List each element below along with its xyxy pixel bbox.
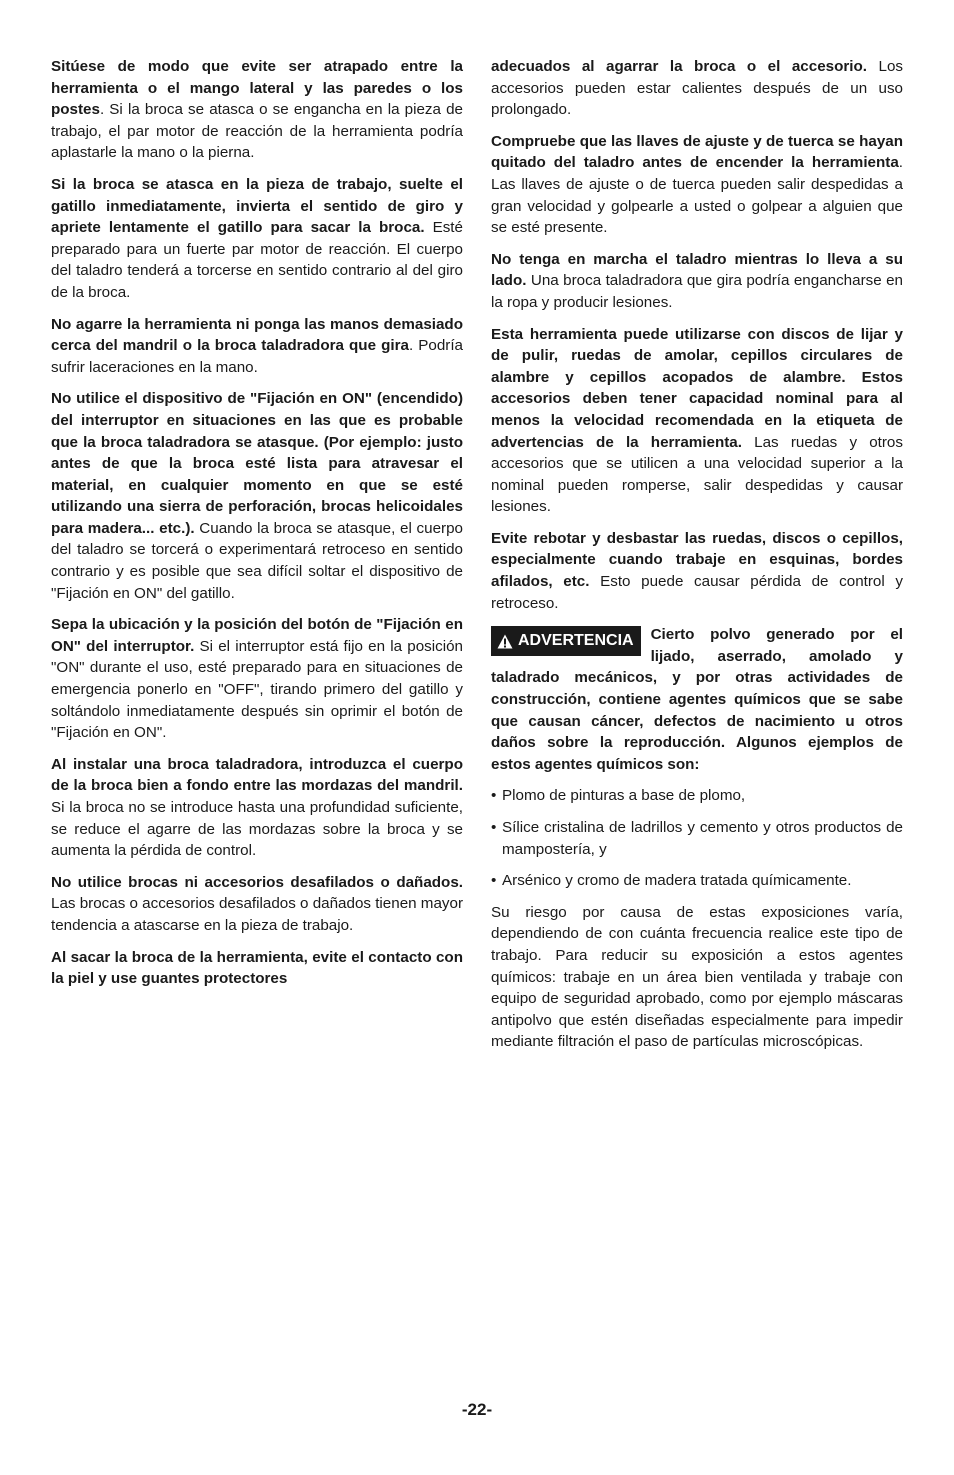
bullet-dot: •	[491, 872, 497, 890]
paragraph-text: Esto puede causar pérdida de control y retroceso.	[491, 573, 903, 612]
paragraph-lead: Compruebe que las llaves de ajuste y de tuerca se hayan quitado del taladro antes de encender la herramienta	[491, 132, 903, 172]
paragraph-text: Cuando la broca se atasque, el cuerpo del taladro se torcerá o experimentará retroceso en sentido contrario y es posible que sea difícil soltar el dispositivo de "Fijación en ON" del gatillo.	[51, 519, 463, 602]
paragraph-text: Esté preparado para un fuerte par motor de reacción. El cuerpo del taladro tenderá a torcerse en sentido contrario al del giro de la broca.	[51, 219, 463, 301]
paragraph-lead: No utilice el dispositivo de "Fijación en ON" (encendido) del interruptor en situaciones en las que es probable que la broca taladradora se atasque. (Por ejemplo: justo antes de que la broca esté lista para atravesar el material, en cualquier momento en que se esté utilizando una sierra de perforación, brocas helicoidales para madera... etc.).	[51, 390, 463, 537]
list-item	[491, 870, 903, 892]
safety-paragraph	[491, 324, 903, 518]
paragraph-lead: adecuados al agarrar la broca o el accesorio.	[491, 58, 867, 75]
list-item-text: Plomo de pinturas a base de plomo,	[502, 787, 746, 805]
safety-paragraph	[51, 947, 463, 990]
paragraph-lead: Evite rebotar y desbastar las ruedas, discos o cepillos, especialmente cuando trabaje en esquinas, bordes afilados, etc.	[491, 529, 903, 591]
warning-triangle-icon	[497, 634, 513, 649]
paragraph-lead: No utilice brocas ni accesorios desafilados o dañados.	[51, 873, 463, 891]
advertencia-badge	[491, 626, 641, 656]
list-item-text: Sílice cristalina de ladrillos y cemento y otros productos de mampostería, y	[502, 819, 903, 858]
bullet-dot: •	[491, 787, 497, 805]
left-column	[51, 56, 463, 1000]
list-item	[491, 817, 903, 860]
paragraph-text: . Podría sufrir laceraciones en la mano.	[51, 337, 464, 376]
safety-paragraph	[491, 528, 903, 614]
safety-paragraph	[491, 249, 903, 314]
paragraph-text: Los accesorios pueden estar calientes después de un uso prolongado.	[491, 58, 903, 119]
bullet-dot: •	[491, 819, 497, 836]
paragraph-lead: Sepa la ubicación y la posición del botón de "Fijación en ON" del interruptor.	[51, 616, 463, 655]
safety-paragraph	[51, 314, 463, 379]
page-number: -22-	[461, 1400, 493, 1419]
safety-paragraph	[491, 131, 903, 239]
paragraph-text: Si el interruptor está fijo en la posición "ON" durante el uso, esté preparado para en situaciones de emergencia ponerlo en "OFF", tirando primero del gatillo y soltándolo inmediatamente después sin oprimir el botón de "Fijación en ON".	[51, 637, 463, 742]
paragraph-text: Las ruedas y otros accesorios que se utilicen a una velocidad superior a la nominal pueden romperse, salir despedidas y causar lesiones.	[491, 433, 903, 516]
paragraph-lead: Si la broca se atasca en la pieza de trabajo, suelte el gatillo inmediatamente, invierta el sentido de giro y apriete lentamente el gatillo para sacar la broca.	[51, 175, 463, 237]
paragraph-text: Las brocas o accesorios desafilados o dañados tienen mayor tendencia a atascarse en la pieza de trabajo.	[51, 895, 463, 934]
paragraph-lead: No agarre la herramienta ni ponga las manos demasiado cerca del mandril o la broca taladradora que gira	[51, 315, 463, 355]
closing-paragraph: Su riesgo por causa de estas exposiciones varía, dependiendo de con cuánta frecuencia realice este tipo de trabajo. Para reducir su exposición a estos agentes químicos: trabaje en un área bien ventilada y trabaje con equipo de seguridad aprobado, como por ejemplo máscaras antipolvo que estén diseñadas especialmente para impedir mediante filtración el paso de partículas microscópicas.	[491, 903, 903, 1051]
safety-paragraph	[51, 872, 463, 937]
paragraph-text: Una broca taladradora que gira podría engancharse en la ropa y producir lesiones.	[491, 272, 903, 311]
paragraph-lead: Al instalar una broca taladradora, introduzca el cuerpo de la broca bien a fondo entre las mordazas del mandril.	[51, 755, 463, 795]
paragraph-text: Si la broca no se introduce hasta una profundidad suficiente, se reduce el agarre de las mordazas sobre la broca y se aumenta la pérdida de control.	[51, 799, 463, 860]
right-column	[491, 56, 903, 1063]
paragraph-text: . Las llaves de ajuste o de tuerca pueden salir despedidas a gran velocidad y golpearle a usted o golpear a alguien que se esté presente.	[491, 154, 903, 237]
safety-paragraph	[51, 174, 463, 304]
safety-paragraph	[51, 754, 463, 862]
paragraph-lead: Al sacar la broca de la herramienta, evite el contacto con la piel y use guantes protectores	[51, 948, 463, 988]
list-item-text: Arsénico y cromo de madera tratada químicamente.	[502, 872, 852, 890]
paragraph-text: . Si la broca se atasca o se engancha en la pieza de trabajo, el par motor de reacción de la herramienta podría aplastarle la mano o la pierna.	[51, 101, 463, 162]
safety-paragraph	[491, 56, 903, 121]
safety-paragraph	[51, 56, 463, 164]
warning-text: Cierto polvo generado por el lijado, aserrado, amolado y taladrado mecánicos, y por otras actividades de construcción, contiene agentes químicos que se sabe que causan cáncer, defectos de nacimiento u otros daños sobre la reproducción. Algunos ejemplos de estos agentes químicos son:	[491, 626, 903, 773]
paragraph-lead: Esta herramienta puede utilizarse con discos de lijar y de pulir, ruedas de amolar, cepillos circulares de alambre y cepillos acopados de alambre. Estos accesorios deben tener capacidad nominal para al menos la velocidad recomendada en la etiqueta de advertencias de la herramienta.	[491, 325, 903, 451]
advertencia-label: ADVERTENCIA	[518, 632, 634, 650]
safety-paragraph	[51, 388, 463, 604]
paragraph-lead: No tenga en marcha el taladro mientras lo lleva a su lado.	[491, 250, 903, 290]
warning-paragraph	[491, 624, 903, 775]
list-item	[491, 785, 903, 807]
paragraph-lead: Sitúese de modo que evite ser atrapado entre la herramienta o el mango lateral y las paredes o los postes	[51, 58, 463, 119]
safety-paragraph	[51, 614, 463, 744]
